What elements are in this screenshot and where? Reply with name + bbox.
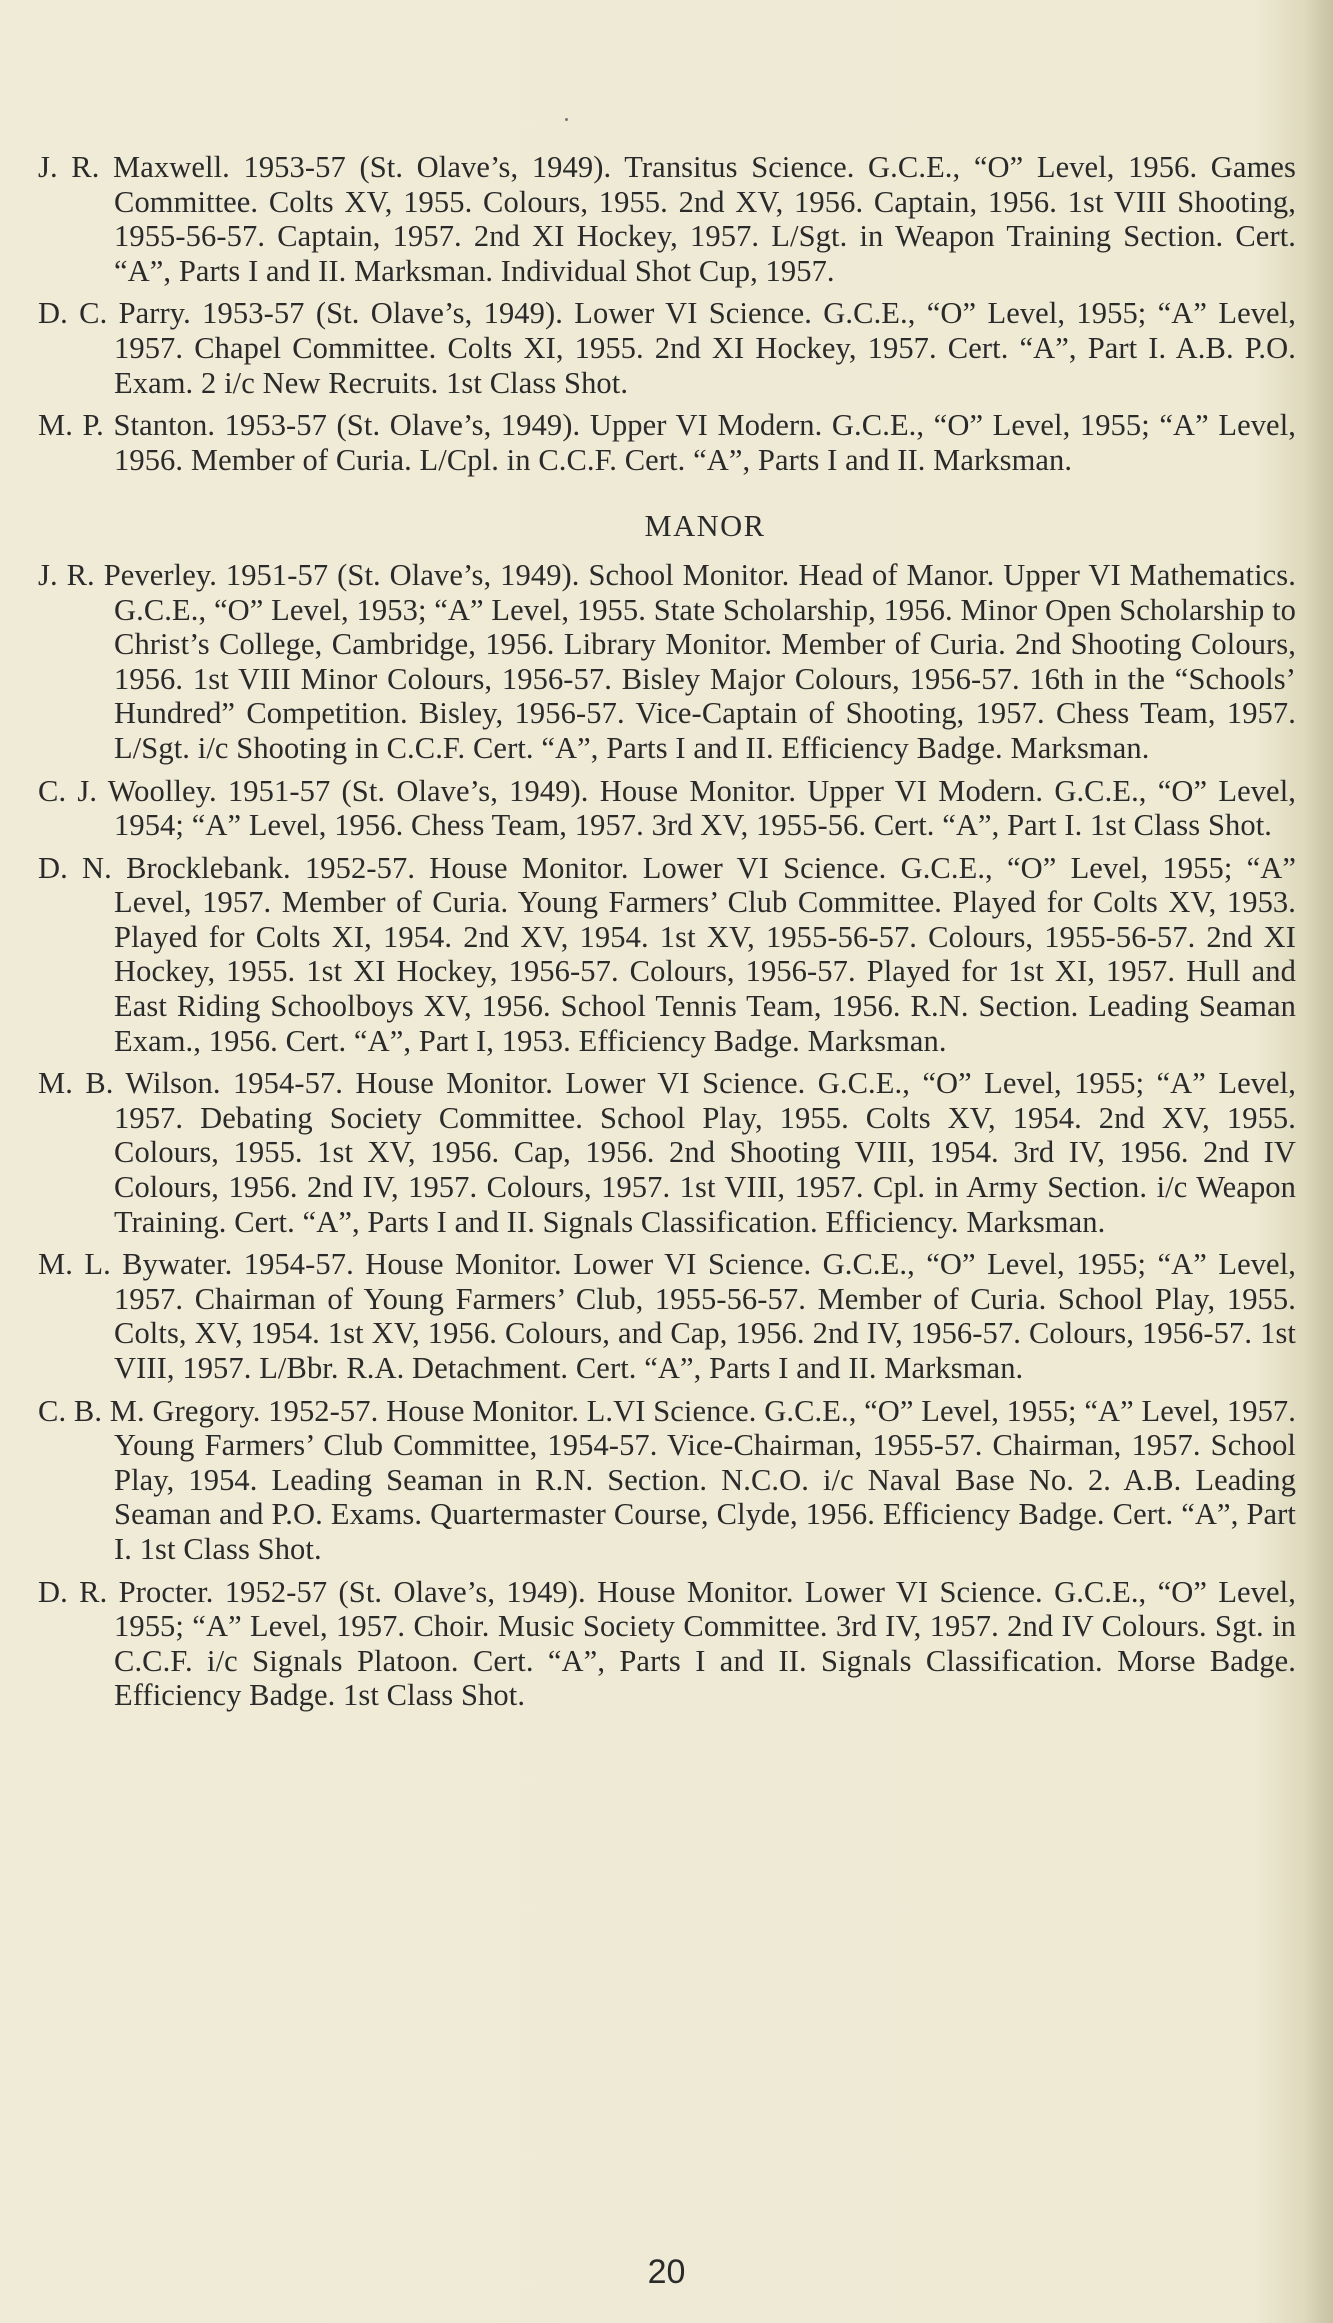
entry-bywater: M. L. Bywater. 1954-57. House Monitor. Lower VI Science. G.C.E., “O” Level, 1955; “A” Level, 1957. Chairman of Young Farmers’ Club, 1955-56-57. Member of Curia. School Play, 1955. Colts, XV, 1954. 1st XV, 1956. Colours, and Cap, 1956. 2nd IV, 1956-57. Colours, 1956-57. 1st VIII, 1957. L/Bbr. R.A. Detachment. Cert. “A”, Parts I and II. Marksman. [38,1247,1296,1385]
entry-peverley: J. R. Peverley. 1951-57 (St. Olave’s, 1949). School Monitor. Head of Manor. Upper VI Mathematics. G.C.E., “O” Level, 1953; “A” Level, 1955. State Scholarship, 1956. Minor Open Scholarship to Christ’s College, Cambridge, 1956. Library Monitor. Member of Curia. 2nd Shooting Colours, 1956. 1st VIII Minor Colours, 1956-57. Bisley Major Colours, 1956-57. 16th in the “Schools’ Hundred” Competition. Bisley, 1956-57. Vice-Captain of Shooting, 1957. Chess Team, 1957. L/Sgt. i/c Shooting in C.C.F. Cert. “A”, Parts I and II. Efficiency Badge. Marksman. [38,557,1296,765]
entry-wilson: M. B. Wilson. 1954-57. House Monitor. Lower VI Science. G.C.E., “O” Level, 1955; “A” Level, 1957. Debating Society Committee. School Play, 1955. Colts XV, 1954. 2nd XV, 1955. Colours, 1955. 1st XV, 1956. Cap, 1956. 2nd Shooting VIII, 1954. 3rd IV, 1956. 2nd IV Colours, 1956. 2nd IV, 1957. Colours, 1957. 1st VIII, 1957. Cpl. in Army Section. i/c Weapon Training. Cert. “A”, Parts I and II. Signals Classification. Efficiency. Marksman. [38,1066,1296,1239]
page-edge-shadow [1305,0,1333,2323]
entry-woolley: C. J. Woolley. 1951-57 (St. Olave’s, 1949). House Monitor. Upper VI Modern. G.C.E., “O” Level, 1954; “A” Level, 1956. Chess Team, 1957. 3rd XV, 1955-56. Cert. “A”, Part I. 1st Class Shot. [38,773,1296,843]
page-number: 20 [647,2253,686,2291]
entry-parry: D. C. Parry. 1953-57 (St. Olave’s, 1949). Lower VI Science. G.C.E., “O” Level, 1955; “A” Level, 1957. Chapel Committee. Colts XI, 1955. 2nd XI Hockey, 1957. Cert. “A”, Part I. A.B. P.O. Exam. 2 i/c New Recruits. 1st Class Shot. [38,296,1296,400]
print-speck [565,118,568,121]
entry-procter: D. R. Procter. 1952-57 (St. Olave’s, 1949). House Monitor. Lower VI Science. G.C.E., “O” Level, 1955; “A” Level, 1957. Choir. Music Society Committee. 3rd IV, 1957. 2nd IV Colours. Sgt. in C.C.F. i/c Signals Platoon. Cert. “A”, Parts I and II. Signals Classification. Morse Badge. Efficiency Badge. 1st Class Shot. [38,1574,1296,1713]
section-heading-manor: MANOR [644,509,766,544]
page-body [38,150,1296,1721]
entry-stanton: M. P. Stanton. 1953-57 (St. Olave’s, 1949). Upper VI Modern. G.C.E., “O” Level, 1955; “A” Level, 1956. Member of Curia. L/Cpl. in C.C.F. Cert. “A”, Parts I and II. Marksman. [38,408,1296,477]
entry-brocklebank: D. N. Brocklebank. 1952-57. House Monitor. Lower VI Science. G.C.E., “O” Level, 1955; “A” Level, 1957. Member of Curia. Young Farmers’ Club Committee. Played for Colts XV, 1953. Played for Colts XI, 1954. 2nd XV, 1954. 1st XV, 1955-56-57. Colours, 1955-56-57. 2nd XI Hockey, 1955. 1st XI Hockey, 1956-57. Colours, 1956-57. Played for 1st XI, 1957. Hull and East Riding Schoolboys XV, 1956. School Tennis Team, 1956. R.N. Section. Leading Seaman Exam., 1956. Cert. “A”, Part I, 1953. Efficiency Badge. Marksman. [38,850,1296,1058]
entry-maxwell: J. R. Maxwell. 1953-57 (St. Olave’s, 1949). Transitus Science. G.C.E., “O” Level, 1956. Games Committee. Colts XV, 1955. Colours, 1955. 2nd XV, 1956. Captain, 1956. 1st VIII Shooting, 1955-56-57. Captain, 1957. 2nd XI Hockey, 1957. L/Sgt. in Weapon Training Section. Cert. “A”, Parts I and II. Marksman. Individual Shot Cup, 1957. [38,150,1296,288]
entry-gregory: C. B. M. Gregory. 1952-57. House Monitor. L.VI Science. G.C.E., “O” Level, 1955; “A” Level, 1957. Young Farmers’ Club Committee, 1954-57. Vice-Chairman, 1955-57. Chairman, 1957. School Play, 1954. Leading Seaman in R.N. Section. N.C.O. i/c Naval Base No. 2. A.B. Leading Seaman and P.O. Exams. Quartermaster Course, Clyde, 1956. Efficiency Badge. Cert. “A”, Part I. 1st Class Shot. [38,1393,1296,1566]
